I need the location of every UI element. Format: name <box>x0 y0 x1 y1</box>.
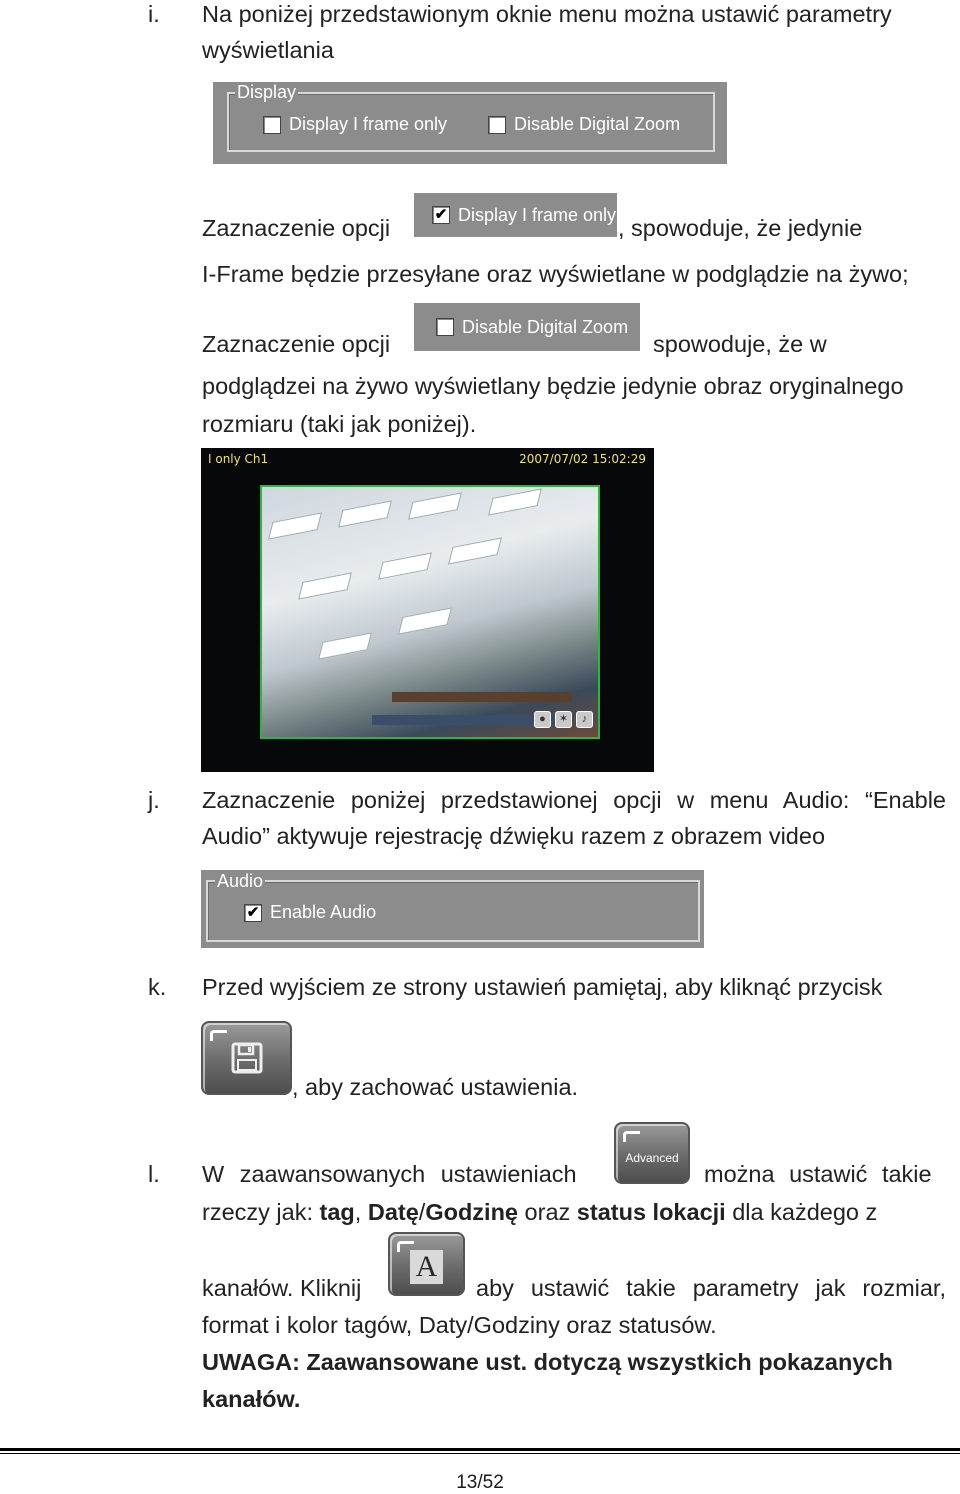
para1-suffix: , spowoduje, że jedynie <box>618 215 863 241</box>
audio-settings-panel <box>201 870 704 948</box>
section-l-line1b: można ustawić takie <box>704 1161 932 1187</box>
line2-text: / <box>418 1199 426 1225</box>
alarm-bell-icon: ♪ <box>576 711 593 728</box>
save-button[interactable] <box>201 1021 292 1095</box>
record-icon: ● <box>534 711 551 728</box>
letter-a-icon: A <box>410 1250 444 1284</box>
line2-text: oraz <box>518 1199 577 1225</box>
display-panel-legend: Display <box>237 82 297 102</box>
display-i-frame-only-label: Display I frame only <box>289 114 448 134</box>
section-l-line3a: kanałów. Kliknij <box>202 1275 362 1301</box>
date-bold: Datę <box>367 1199 419 1225</box>
list-marker-l: l. <box>148 1161 160 1187</box>
camera-image <box>260 485 600 739</box>
channel-label: I only Ch1 <box>208 452 269 466</box>
footer-rule-thin <box>0 1453 960 1454</box>
checkbox-checked-icon: ✔ <box>432 206 450 224</box>
live-preview-video <box>201 448 654 772</box>
footer-rule <box>0 1448 960 1451</box>
display-settings-panel <box>213 82 727 164</box>
snippet-option-label: Disable Digital Zoom <box>462 316 629 337</box>
section-l-line2 <box>202 1198 946 1226</box>
tag-bold: tag <box>319 1199 355 1225</box>
disable-digital-zoom-snippet <box>414 303 640 351</box>
advanced-button-label: Advanced <box>625 1151 679 1165</box>
para2-prefix: Zaznaczenie opcji <box>202 331 391 357</box>
location-status-bold: status lokacji <box>576 1199 726 1225</box>
list-marker-i: i. <box>148 1 160 27</box>
section-k-line1: Przed wyjściem ze strony ustawień pamiętaj, aby kliknąć przycisk <box>202 974 883 1000</box>
note-line1: UWAGA: Zaawansowane ust. dotyczą wszystkich pokazanych <box>202 1349 893 1375</box>
para2-line2: podglądzei na żywo wyświetlany będzie jedynie obraz oryginalnego <box>202 373 904 399</box>
section-j-line2: Audio” aktywuje rejestrację dźwięku razem z obrazem video <box>202 823 826 849</box>
snippet-option-label: Display I frame only <box>458 204 617 225</box>
motion-icon: ✶ <box>555 711 572 728</box>
checkbox-unchecked-icon[interactable] <box>488 116 506 134</box>
section-l-line4: format i kolor tagów, Daty/Godziny oraz statusów. <box>202 1312 717 1338</box>
display-i-frame-only-option[interactable] <box>263 114 447 135</box>
intro-line-1: Na poniżej przedstawionym oknie menu można ustawić parametry <box>202 1 892 27</box>
intro-line-2: wyświetlania <box>202 37 334 63</box>
floppy-disk-icon <box>230 1041 264 1075</box>
text-format-button[interactable] <box>388 1232 465 1296</box>
section-l-line3b: aby ustawić takie parametry jak rozmiar, <box>476 1275 946 1301</box>
disable-digital-zoom-label: Disable Digital Zoom <box>514 114 681 134</box>
para1-prefix: Zaznaczenie opcji <box>202 215 391 241</box>
section-k-line2: , aby zachować ustawienia. <box>292 1074 579 1100</box>
checkbox-checked-icon[interactable]: ✔ <box>244 904 262 922</box>
video-timestamp: 2007/07/02 15:02:29 <box>519 452 646 466</box>
checkbox-unchecked-icon[interactable] <box>263 116 281 134</box>
list-marker-k: k. <box>148 974 167 1000</box>
disable-digital-zoom-option[interactable] <box>488 114 680 135</box>
time-bold: Godzinę <box>425 1199 519 1225</box>
note-line2: kanałów. <box>202 1386 301 1412</box>
para2-suffix: spowoduje, że w <box>653 331 827 357</box>
audio-panel-legend: Audio <box>217 871 264 891</box>
line2-text: dla każdego z <box>725 1199 878 1225</box>
para2-line3: rozmiaru (taki jak poniżej). <box>202 411 477 437</box>
section-j-line1: Zaznaczenie poniżej przedstawionej opcji w menu Audio: “Enable <box>202 787 946 813</box>
section-l-line1a: W zaawansowanych ustawieniach <box>202 1161 577 1187</box>
list-marker-j: j. <box>148 787 160 813</box>
para1-line2: I-Frame będzie przesyłane oraz wyświetlane w podglądzie na żywo; <box>202 261 909 287</box>
video-status-icons <box>534 711 593 728</box>
advanced-button[interactable] <box>614 1122 690 1184</box>
enable-audio-option[interactable] <box>244 902 376 923</box>
page-number: 13/52 <box>456 1472 504 1493</box>
line2-text: rzeczy jak: <box>202 1199 320 1225</box>
enable-audio-label: Enable Audio <box>270 902 377 922</box>
line2-text: , <box>354 1199 368 1225</box>
checkbox-unchecked-icon <box>436 318 454 336</box>
display-i-frame-only-snippet <box>414 193 617 237</box>
